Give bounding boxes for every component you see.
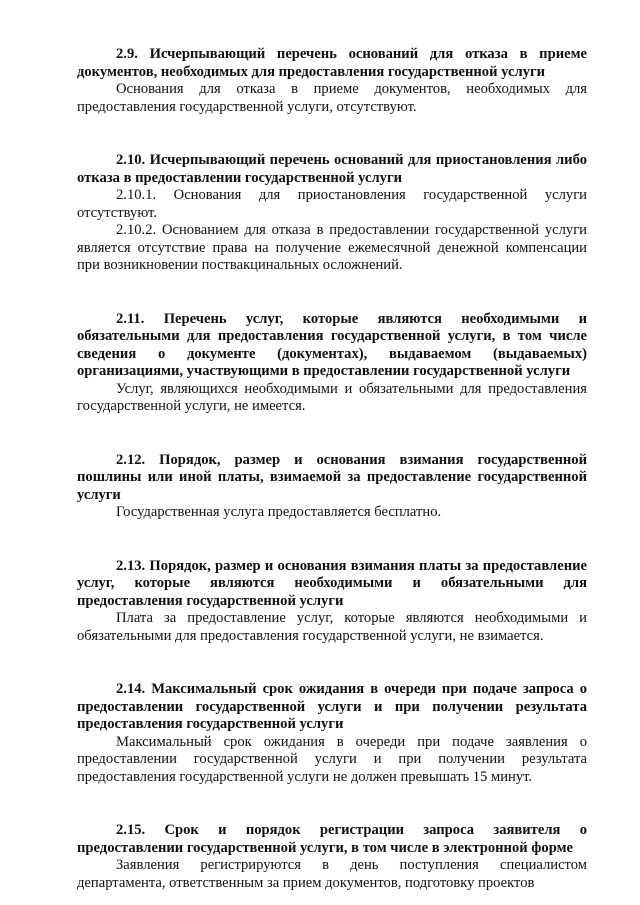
section-paragraph: 2.10.1. Основания для приостановления государственной услуги отсутствуют. — [77, 187, 587, 221]
section-2-14 — [77, 681, 587, 786]
section-heading: 2.10. Исчерпывающий перечень оснований для приостановления либо отказа в предоставлении государственной услуги — [77, 152, 587, 186]
section-paragraph: Услуг, являющихся необходимыми и обязательными для предоставления государственной услуги, не имеется. — [77, 380, 587, 414]
section-paragraph: Государственная услуга предоставляется бесплатно. — [116, 504, 442, 520]
section-2-10 — [77, 152, 587, 275]
section-paragraph: 2.10.2. Основанием для отказа в предоставлении государственной услуги является отсутствие права на получение ежемесячной денежной компенсации при возникновении поствакцинальных осложнений. — [77, 222, 587, 273]
section-heading: 2.13. Порядок, размер и основания взимания платы за предоставление услуг, которые являются необходимыми и обязательными для предоставления государственной услуги — [77, 557, 587, 609]
section-paragraph: Основания для отказа в приеме документов, необходимых для предоставления государственной услуги, отсутствуют. — [77, 81, 587, 115]
section-2-13 — [77, 558, 587, 646]
section-heading: 2.11. Перечень услуг, которые являются необходимыми и обязательными для предоставления государственной услуги, в том числе сведения о документе (документах), выдаваемом (выдаваемых) организациями, участвующими в предоставлении государственной услуги — [77, 310, 587, 379]
section-2-9 — [77, 46, 587, 116]
section-heading: 2.9. Исчерпывающий перечень оснований для отказа в приеме документов, необходимых для предоставления государственной услуги — [77, 46, 587, 80]
section-paragraph: Максимальный срок ожидания в очереди при подаче заявления о предоставлении государственной услуги и при получении результата предоставления государственной услуги не должен превышать 15 минут. — [77, 733, 587, 785]
section-2-15 — [77, 822, 587, 892]
section-heading: 2.12. Порядок, размер и основания взимания государственной пошлины или иной платы, взимаемой за предоставление государственной услуги — [77, 451, 587, 503]
section-paragraph: Плата за предоставление услуг, которые являются необходимыми и обязательными для предоставления государственной услуги, не взимается. — [77, 610, 587, 644]
document-page — [77, 46, 587, 892]
section-heading: 2.15. Срок и порядок регистрации запроса заявителя о предоставлении государственной услуги, в том числе в электронной форме — [77, 822, 587, 856]
section-heading: 2.14. Максимальный срок ожидания в очереди при подаче запроса о предоставлении государственной услуги и при получении результата предоставления государственной услуги — [77, 681, 587, 732]
section-paragraph: Заявления регистрируются в день поступления специалистом департамента, ответственным за прием документов, подготовку проектов — [77, 857, 587, 891]
section-2-12 — [77, 452, 587, 522]
section-2-11 — [77, 311, 587, 416]
